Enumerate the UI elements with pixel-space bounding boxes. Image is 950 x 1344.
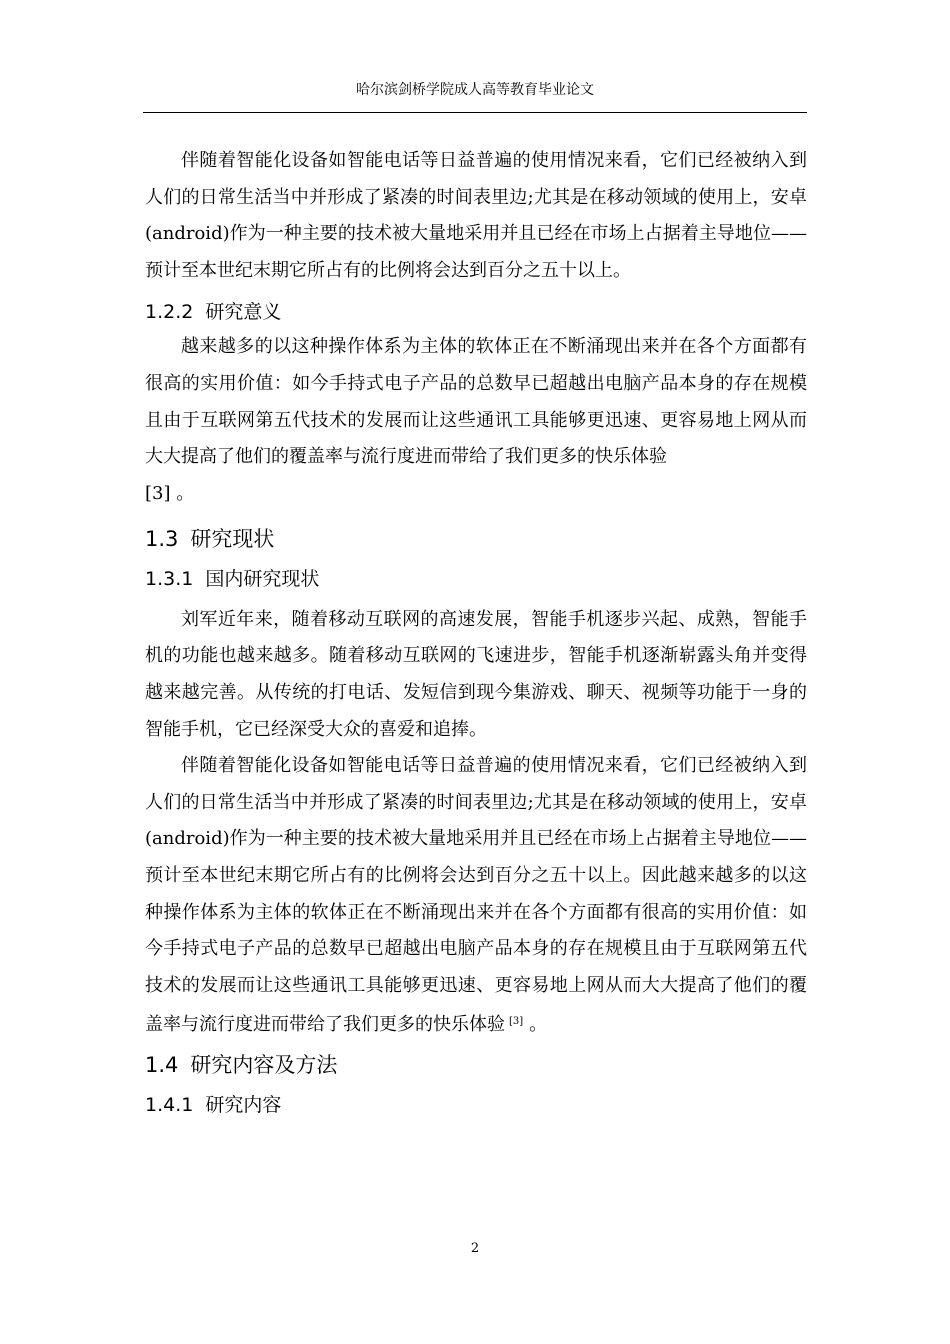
heading-1-4-1 (145, 1090, 807, 1122)
heading-title: 研究内容 (205, 1093, 282, 1116)
sentence-end: 。 (529, 1014, 548, 1036)
paragraph-domestic-status: 刘军近年来，随着移动互联网的高速发展，智能手机逐步兴起、成熟，智能手机的功能也越来越多。随着移动互联网的飞速进步，智能手机逐渐崭露头角并变得越来越完善。从传统的打电话、发短信到现今集游戏、聊天、视频等功能于一身的智能手机，它已经深受大众的喜爱和追捧。 (145, 608, 807, 740)
heading-title: 研究现状 (190, 526, 275, 551)
heading-1-2-2 (145, 297, 807, 329)
heading-title: 研究内容及方法 (190, 1052, 338, 1077)
paragraph-android-intro: 伴随着智能化设备如智能电话等日益普遍的使用情况来看，它们已经被纳入到人们的日常生活当中并形成了紧凑的时间表里边;尤其是在移动领域的使用上，安卓(android)作为一种主要的技术被大量地采用并且已经在市场上占据着主导地位——预计至本世纪末期它所占有的比例将会达到百分之五十以上。 (145, 150, 807, 281)
paragraph-android-status (145, 748, 807, 1044)
citation-ref: [3] (145, 482, 171, 504)
heading-1-3 (145, 522, 807, 562)
heading-1-4 (145, 1048, 807, 1088)
heading-1-3-1 (145, 564, 807, 596)
paragraph-text: 伴随着智能化设备如智能电话等日益普遍的使用情况来看，它们已经被纳入到人们的日常生活当中并形成了紧凑的时间表里边;尤其是在移动领域的使用上，安卓(android)作为一种主要的技术被大量地采用并且已经在市场上占据着主导地位——预计至本世纪末期它所占有的比例将会达到百分之五十以上。因此越来越多的以这种操作体系为主体的软体正在不断涌现出来并在各个方面都有很高的实用价值：如今手持式电子产品的总数早已超越出电脑产品本身的存在规模且由于互联网第五代技术的发展而让这些通讯工具能够更迅速、更容易地上网从而大大提高了他们的覆盖率与流行度进而带给了我们更多的快乐体验 (145, 755, 807, 1036)
heading-number: 1.4 (145, 1052, 179, 1077)
document-body (145, 143, 807, 1122)
paragraph-significance (145, 329, 807, 475)
page-number: 2 (470, 1241, 480, 1256)
heading-title: 国内研究现状 (205, 567, 320, 590)
heading-number: 1.3.1 (145, 567, 194, 590)
heading-number: 1.4.1 (145, 1093, 194, 1116)
header-divider (143, 112, 807, 113)
heading-number: 1.3 (145, 526, 179, 551)
paragraph-text: 越来越多的以这种操作体系为主体的软体正在不断涌现出来并在各个方面都有很高的实用价值：如今手持式电子产品的总数早已超越出电脑产品本身的存在规模且由于互联网第五代技术的发展而让这些通讯工具能够更迅速、更容易地上网从而大大提高了他们的覆盖率与流行度进而带给了我们更多的快乐体验 (145, 336, 807, 468)
heading-number: 1.2.2 (145, 301, 194, 324)
sentence-end: 。 (176, 482, 195, 504)
citation-line (145, 476, 807, 512)
page-header: 哈尔滨剑桥学院成人高等教育毕业论文 (356, 82, 594, 98)
citation-ref: [3] (509, 1016, 524, 1028)
heading-title: 研究意义 (205, 301, 282, 324)
